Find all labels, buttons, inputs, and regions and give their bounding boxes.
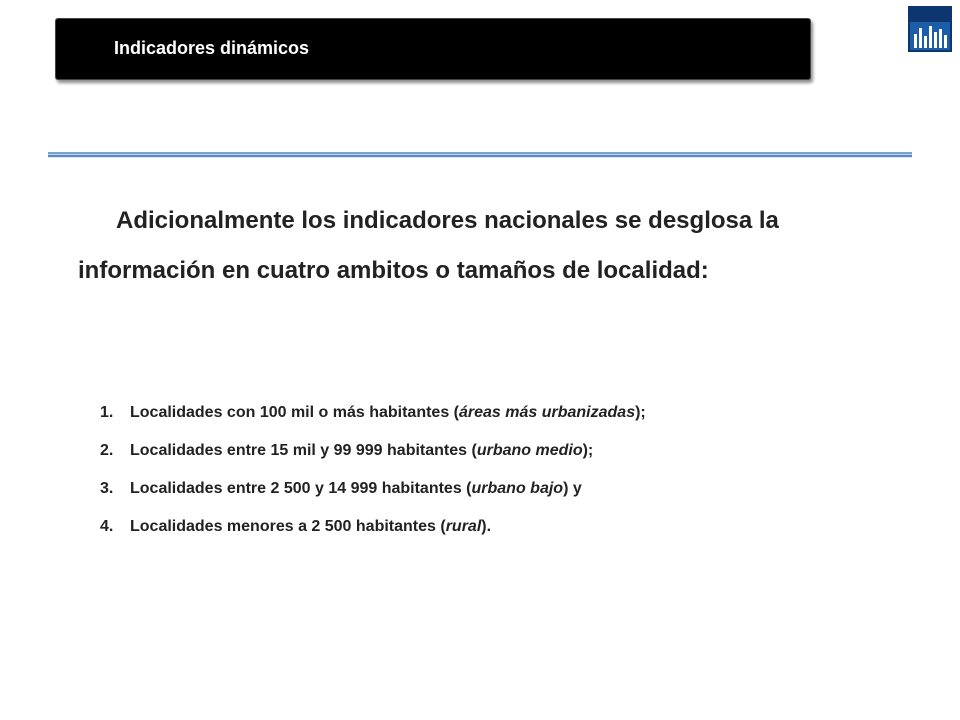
list-item-text [130,394,646,432]
divider-line [48,152,912,158]
title-banner [55,18,811,80]
list-item-number: 3. [100,480,114,497]
list-item-text-main: Localidades menores a 2 500 habitantes ( [130,518,446,535]
list-item-text [130,470,582,508]
list-item-emphasis: áreas más urbanizadas [459,404,636,421]
list-item [100,394,900,432]
list-item-text-end: ) y [563,480,582,497]
list-item-text-end: ). [481,518,492,535]
list-item [100,432,900,470]
logo-bars-graphic [913,24,947,48]
list-item-emphasis: urbano medio [476,442,583,459]
list-item-number: 1. [100,404,114,421]
inegi-logo-icon [908,6,952,52]
list-item-text-end: ); [582,442,594,459]
list-item-text-main: Localidades entre 2 500 y 14 999 habitantes ( [130,480,472,497]
list-item-number: 2. [100,442,114,459]
list-item-text-main: Localidades con 100 mil o más habitantes ( [130,404,459,421]
locality-list [100,394,900,546]
list-item-text [130,432,593,470]
intro-paragraph: Adicionalmente los indicadores nacionales se desglosa la información en cuatro ambitos o tamaños de localidad: [78,207,779,284]
list-item-text [130,508,491,546]
list-item [100,470,900,508]
slide-title: Indicadores dinámicos [114,38,310,58]
list-item-emphasis: urbano bajo [471,480,564,497]
list-item-text-end: ); [635,404,646,421]
logo-header-band [910,8,950,22]
list-item-number: 4. [100,518,114,535]
list-item-emphasis: rural [445,518,482,535]
list-item [100,508,900,546]
list-item-text-main: Localidades entre 15 mil y 99 999 habitantes ( [130,442,477,459]
